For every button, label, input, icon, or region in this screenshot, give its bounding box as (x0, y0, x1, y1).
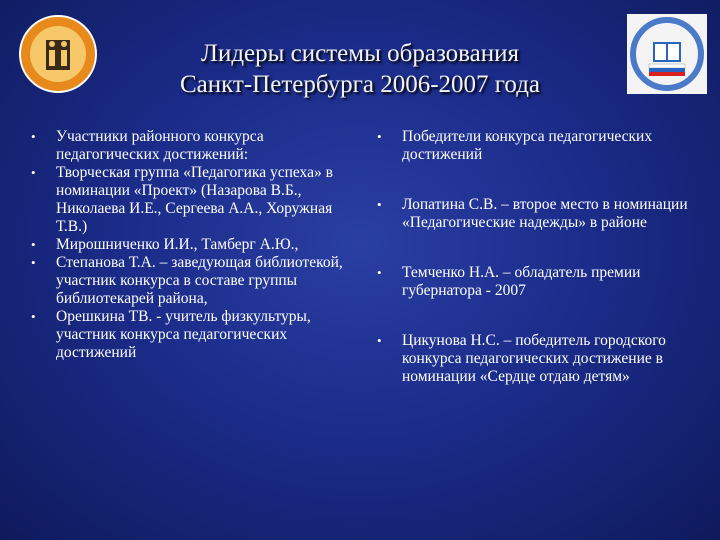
list-item-text: Темченко Н.А. – обладатель премии губернатора - 2007 (402, 264, 641, 299)
education-logo (627, 14, 707, 94)
bullet-icon: • (377, 333, 382, 348)
list-item-text: Победители конкурса педагогических достижений (402, 128, 653, 163)
list-item (26, 164, 361, 236)
list-item-text: Орешкина ТВ. - учитель физкультуры, участник конкурса педагогических достижений (56, 308, 311, 361)
bullet-icon: • (377, 129, 382, 144)
list-item-text: Участники районного конкурса педагогических достижений: (56, 128, 264, 163)
bullet-icon: • (31, 255, 36, 270)
page-title (110, 38, 610, 100)
participants-list (26, 128, 361, 362)
list-item (372, 128, 702, 164)
bullet-icon: • (31, 129, 36, 144)
list-item (26, 128, 361, 164)
list-item (372, 332, 702, 386)
title-line-2: Санкт-Петербурга 2006-2007 года (179, 71, 541, 98)
list-item-text: Мирошниченко И.И., Тамберг А.Ю., (56, 236, 299, 253)
list-item-text: Цикунова Н.С. – победитель городского конкурса педагогических достижение в номинации «Сердце отдаю детям» (402, 332, 666, 385)
bullet-icon: • (31, 309, 36, 324)
school-logo (18, 14, 98, 94)
list-item (26, 254, 361, 308)
bullet-icon: • (31, 237, 36, 252)
winners-list (372, 128, 702, 386)
list-item-text: Творческая группа «Педагогика успеха» в номинации «Проект» (Назарова В.Б., Николаева И.Е., Сергеева А.А., Хоружная Т.В.) (56, 164, 333, 235)
list-item (26, 308, 361, 362)
bullet-icon: • (31, 165, 36, 180)
list-item (26, 236, 361, 254)
bullet-icon: • (377, 197, 382, 212)
title-line-1: Лидеры системы образования (200, 40, 520, 67)
list-item (372, 196, 702, 232)
list-item (372, 264, 702, 300)
list-item-text: Степанова Т.А. – заведующая библиотекой, участник конкурса в составе группы библиотекарей района, (56, 254, 343, 307)
bullet-icon: • (377, 265, 382, 280)
list-item-text: Лопатина С.В. – второе место в номинации «Педагогические надежды» в районе (402, 196, 688, 231)
